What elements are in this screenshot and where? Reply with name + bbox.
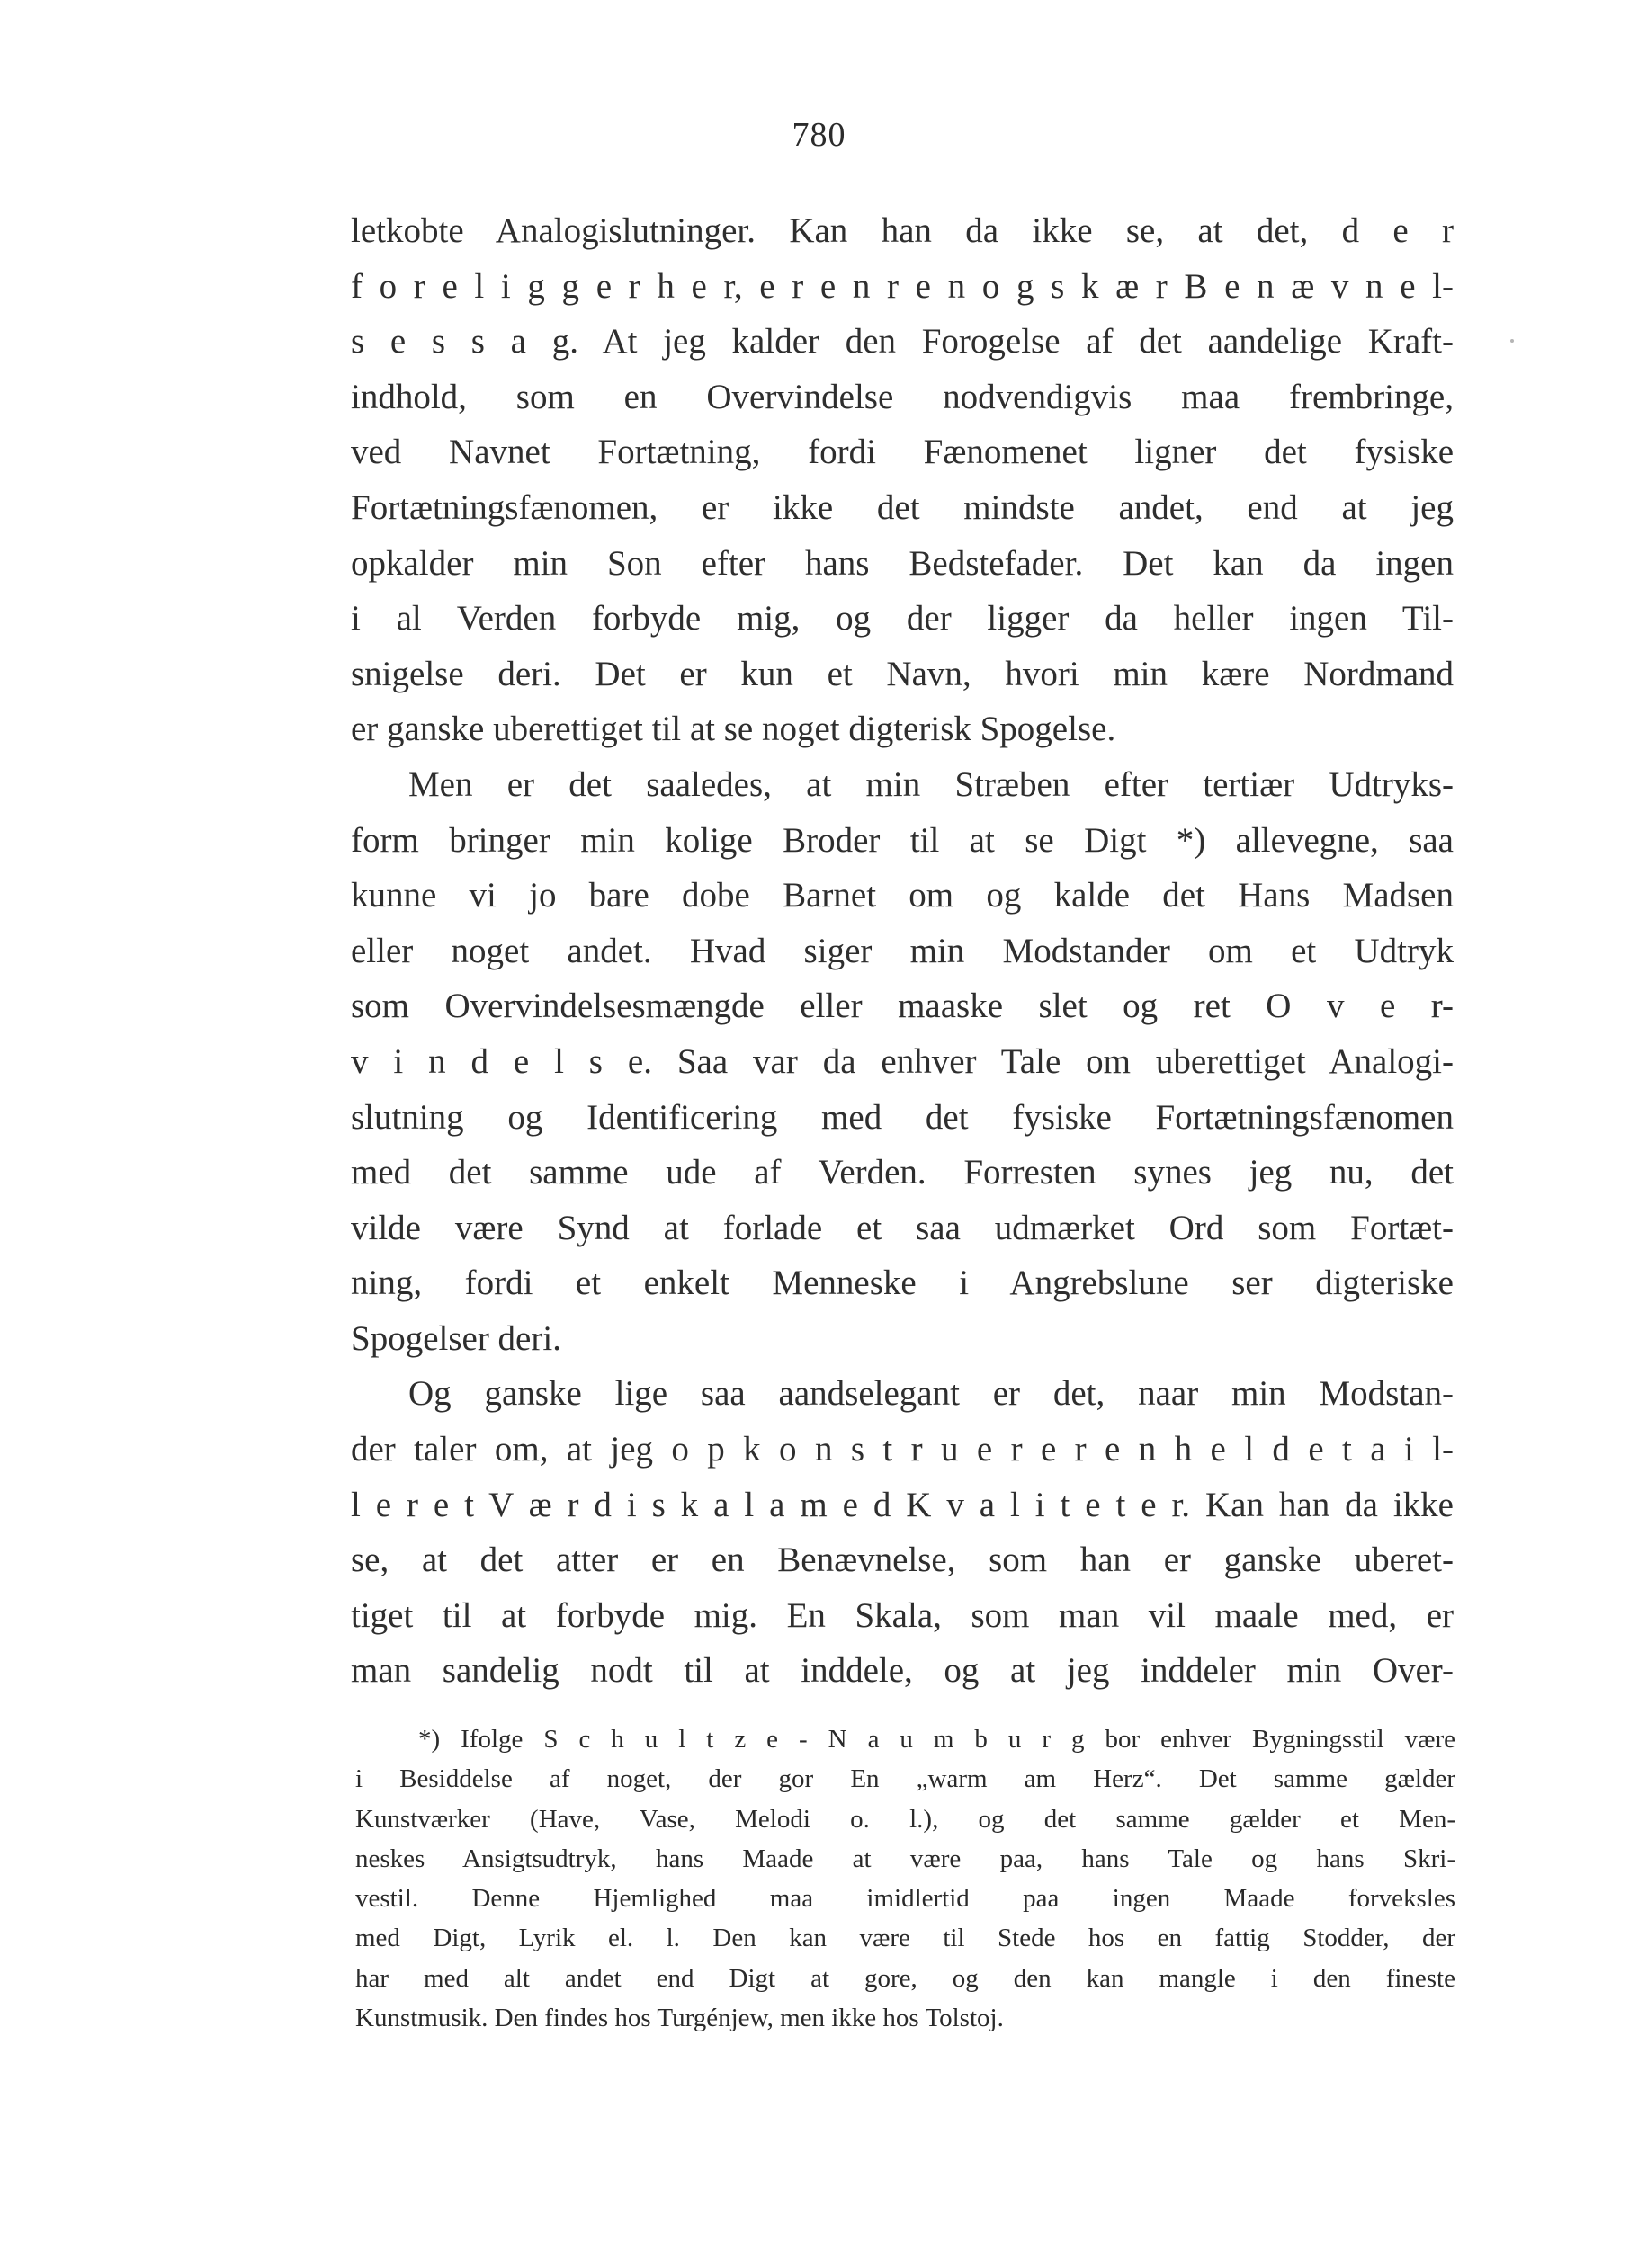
footnote-line: Kunstværker (Have, Vase, Melodi o. l.), og det samme gælder et Men-	[355, 1804, 1455, 1834]
text-line: indhold, som en Overvindelse nodvendigvis maa frembringe,	[351, 377, 1454, 416]
text-line: letkobte Analogislutninger. Kan han da ikke se, at det, d e r	[351, 211, 1454, 250]
text-line: v i n d e l s e. Saa var da enhver Tale om uberettiget Analogi-	[351, 1041, 1454, 1081]
text-line: Spogelser deri.	[351, 1318, 561, 1358]
text-line: se, at det atter er en Benævnelse, som han er ganske uberet-	[351, 1540, 1454, 1580]
text-line: f o r e l i g g e r h e r, e r e n r e n o g s k æ r B e n æ v n e l-	[351, 266, 1454, 306]
footnote-line: neskes Ansigtsudtryk, hans Maade at være paa, hans Tale og hans Skri-	[355, 1844, 1455, 1873]
text-line: der taler om, at jeg o p k o n s t r u e r e r e n h e l d e t a i l-	[351, 1430, 1454, 1469]
footnote-line: med Digt, Lyrik el. l. Den kan være til Stede hos en fattig Stodder, der	[355, 1924, 1455, 1953]
text-line: ning, fordi et enkelt Menneske i Angrebslune ser digteriske	[351, 1263, 1454, 1303]
margin-speck	[1510, 339, 1514, 343]
text-line: opkalder min Son efter hans Bedstefader. Det kan da ingen	[351, 543, 1454, 583]
footnote-line: har med alt andet end Digt at gore, og den kan mangle i den fineste	[355, 1963, 1455, 1993]
text-line: Men er det saaledes, at min Stræben efter tertiær Udtryks-	[408, 764, 1454, 804]
page-number: 780	[792, 116, 846, 154]
text-line: kunne vi jo bare dobe Barnet om og kalde det Hans Madsen	[351, 876, 1454, 915]
footnote-line: i Besiddelse af noget, der gor En „warm am Herz“. Det samme gælder	[355, 1764, 1455, 1794]
text-line: eller noget andet. Hvad siger min Modstander om et Udtryk	[351, 931, 1454, 970]
text-line: i al Verden forbyde mig, og der ligger da heller ingen Til-	[351, 599, 1454, 638]
text-line: l e r e t V æ r d i s k a l a m e d K v a l i t e t e r. Kan han da ikke	[351, 1485, 1454, 1524]
text-line: som Overvindelsesmængde eller maaske slet og ret O v e r-	[351, 987, 1454, 1026]
text-line: man sandelig nodt til at inddele, og at jeg inddeler min Over-	[351, 1651, 1454, 1691]
text-line: Og ganske lige saa aandselegant er det, naar min Modstan-	[408, 1374, 1454, 1414]
body-text	[351, 203, 1454, 1699]
footnote-line: vestil. Denne Hjemlighed maa imidlertid paa ingen Maade forveksles	[355, 1884, 1455, 1914]
text-line: tiget til at forbyde mig. En Skala, som man vil maale med, er	[351, 1595, 1454, 1635]
text-line: form bringer min kolige Broder til at se Digt *) allevegne, saa	[351, 820, 1454, 860]
footnote-line: Kunstmusik. Den findes hos Turgénjew, men ikke hos Tolstoj.	[355, 2004, 1004, 2033]
text-line: vilde være Synd at forlade et saa udmærket Ord som Fortæt-	[351, 1208, 1454, 1247]
text-line: er ganske uberettiget til at se noget digterisk Spogelse.	[351, 710, 1116, 749]
text-line: med det samme ude af Verden. Forresten synes jeg nu, det	[351, 1153, 1454, 1192]
text-line: ved Navnet Fortætning, fordi Fænomenet ligner det fysiske	[351, 433, 1454, 472]
text-line: Fortætningsfænomen, er ikke det mindste andet, end at jeg	[351, 487, 1454, 527]
text-line: s e s s a g. At jeg kalder den Forogelse af det aandelige Kraft-	[351, 322, 1454, 362]
text-line: slutning og Identificering med det fysiske Fortætningsfænomen	[351, 1097, 1454, 1137]
text-line: snigelse deri. Det er kun et Navn, hvori min kære Nordmand	[351, 654, 1454, 693]
footnote	[355, 1719, 1455, 2038]
footnote-line: *) Ifolge S c h u l t z e - N a u m b u r g bor enhver Bygningsstil være	[418, 1725, 1455, 1754]
